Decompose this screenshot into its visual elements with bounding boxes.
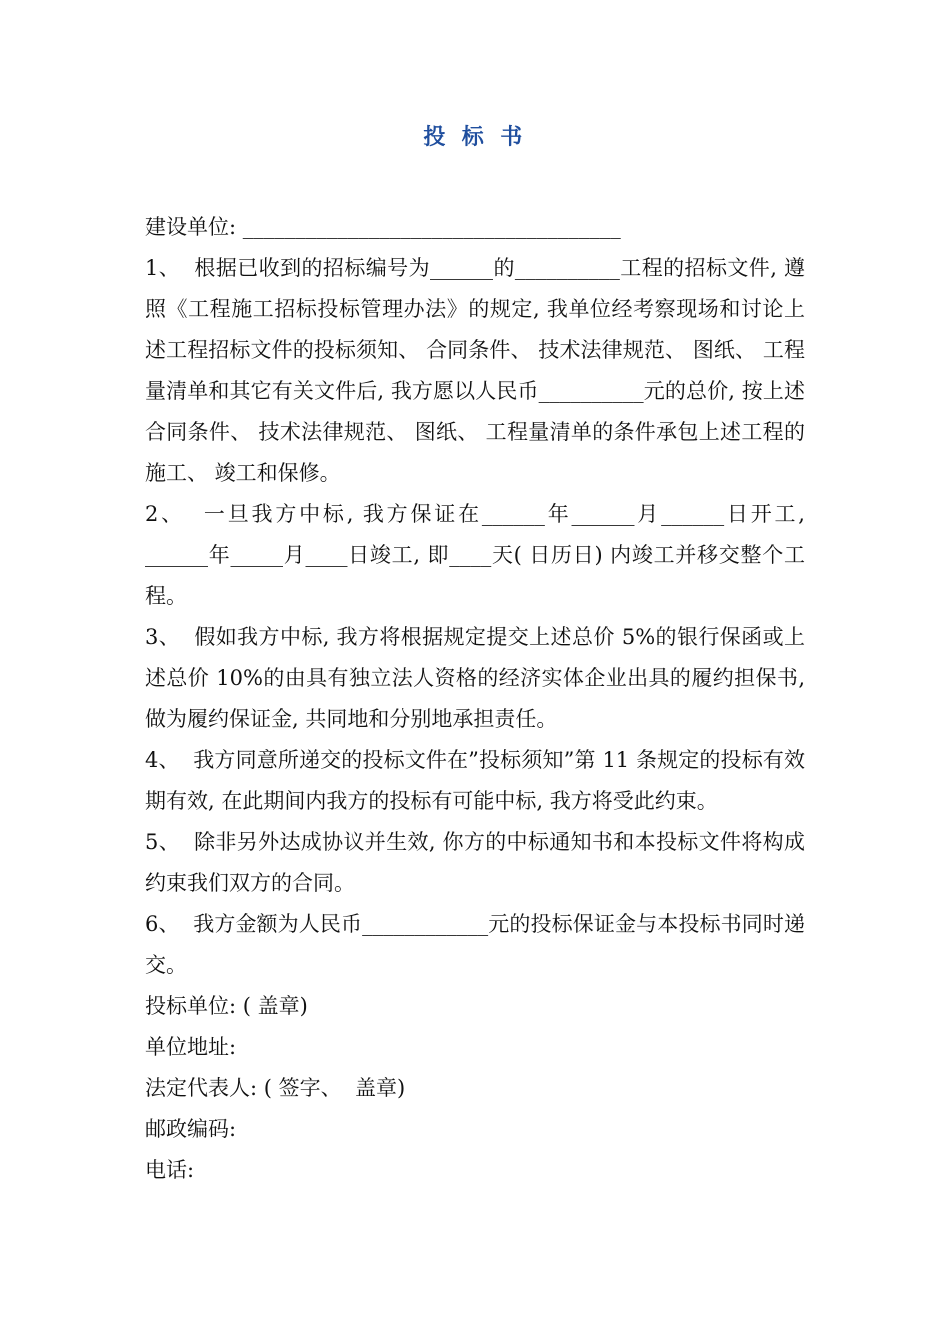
clause-5: 5、 除非另外达成协议并生效, 你方的中标通知书和本投标文件将构成约束我们双方的合同。 — [145, 830, 805, 895]
clause-1: 1、 根据已收到的招标编号为______的__________工程的招标文件, 遵照《工程施工招标投标管理办法》的规定, 我单位经考察现场和讨论上述工程招标文件的投标须知、 合同条件、 技术法律规范、 图纸、 工程量清单和其它有关文件后, 我方愿以人民币__________元的总价, 按上述合同条件、 技术法律规范、 图纸、 工程量清单的条件承包上述工程的施工、 竣工和保修。 — [145, 256, 805, 485]
legal-representative-line: 法定代表人: ( 签字、 盖章) — [145, 1076, 406, 1100]
document-title: 投 标 书 — [423, 125, 527, 150]
clause-4: 4、 我方同意所递交的投标文件在”投标须知”第 11 条规定的投标有效期有效, 在此期间内我方的投标有可能中标, 我方将受此约束。 — [145, 748, 805, 813]
bidder-unit-line: 投标单位: ( 盖章) — [145, 994, 308, 1018]
clause-6: 6、 我方金额为人民币____________元的投标保证金与本投标书同时递交。 — [145, 912, 805, 977]
construction-unit-line: 建设单位: ____________________________________ — [145, 215, 621, 239]
postal-code-line: 邮政编码: — [145, 1117, 237, 1141]
clause-2: 2、 一旦我方中标, 我方保证在______年______月______日开工, ______年_____月____日竣工, 即____天( 日历日) 内竣工并移交整个工程。 — [145, 502, 812, 608]
unit-address-line: 单位地址: — [145, 1035, 237, 1059]
document-body — [145, 207, 812, 1191]
clause-3: 3、 假如我方中标, 我方将根据规定提交上述总价 5%的银行保函或上述总价 10%的由具有独立法人资格的经济实体企业出具的履约担保书, 做为履约保证金, 共同地和分别地承担责任。 — [145, 625, 812, 731]
phone-line: 电话: — [145, 1158, 195, 1182]
